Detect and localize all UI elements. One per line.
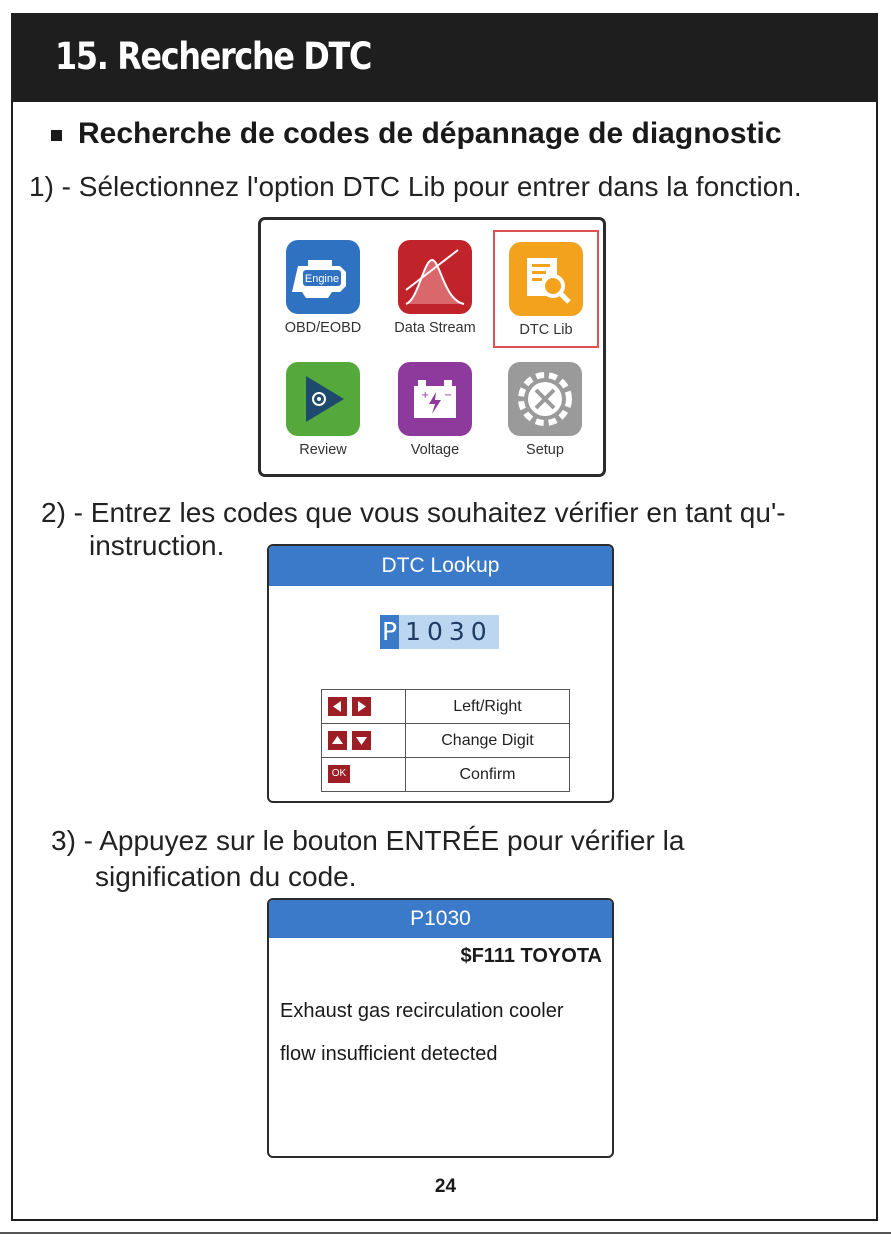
menu-item-data-stream[interactable] [385,240,485,336]
dtc-description-line2: flow insufficient detected [280,1043,498,1065]
main-menu-screen [258,217,606,477]
bullet-square-icon [51,130,62,141]
right-arrow-icon [352,697,371,716]
data-stream-icon [398,240,472,314]
menu-item-review[interactable] [273,362,373,458]
gear-icon [508,362,582,436]
menu-item-obd-eobd[interactable] [273,240,373,336]
bottom-divider [0,1232,891,1234]
page-header [13,15,876,102]
key-help-row [322,758,570,792]
menu-item-label: Setup [526,442,564,458]
screen-title: P1030 [269,900,612,938]
menu-item-label: OBD/EOBD [284,320,362,336]
battery-icon [398,362,472,436]
up-arrow-icon [328,731,347,750]
dtc-result-screen [267,898,614,1158]
key-help-label: Confirm [406,758,570,792]
key-help-table [321,689,570,792]
manufacturer-code: $F111 TOYOTA [460,945,602,967]
menu-item-setup[interactable] [495,362,595,458]
step-3-text-line2: signification du code. [95,861,357,892]
code-prefix-selected[interactable]: P [380,615,399,649]
menu-item-label: DTC Lib [519,322,573,338]
left-arrow-icon [328,697,347,716]
key-help-row [322,690,570,724]
step-3-text-line1: 3) - Appuyez sur le bouton ENTRÉE pour vérifier la [51,825,685,856]
key-help-row [322,724,570,758]
step-1-text: 1) - Sélectionnez l'option DTC Lib pour entrer dans la fonction. [29,171,802,202]
menu-item-label: Review [299,442,347,458]
section-heading: Recherche de codes de dépannage de diagnostic [78,117,782,150]
svg-text:+: + [421,390,430,401]
menu-item-label: Data Stream [394,320,476,336]
engine-icon [286,240,360,314]
menu-item-voltage[interactable] [385,362,485,458]
dtc-code-entry[interactable] [380,615,499,649]
dtc-lib-icon [509,242,583,316]
screen-title: DTC Lookup [269,546,612,586]
key-help-label: Left/Right [406,690,570,724]
page-title: 15. Recherche DTC [55,35,372,78]
dtc-description-line1: Exhaust gas recirculation cooler [280,1000,564,1022]
menu-item-label: Voltage [410,442,460,458]
ok-key-icon: OK [328,765,350,783]
code-digits[interactable]: 1030 [399,615,499,649]
dtc-lookup-screen [267,544,614,803]
step-2-text-line2: instruction. [89,530,225,561]
menu-item-dtc-lib[interactable] [493,230,599,348]
step-2-text-line1: 2) - Entrez les codes que vous souhaitez vérifier en tant qu'- [41,497,786,528]
engine-badge-text: Engine [304,273,340,285]
key-help-label: Change Digit [406,724,570,758]
play-icon [286,362,360,436]
page-number: 24 [434,1176,457,1197]
down-arrow-icon [352,731,371,750]
svg-text:−: − [444,390,453,401]
